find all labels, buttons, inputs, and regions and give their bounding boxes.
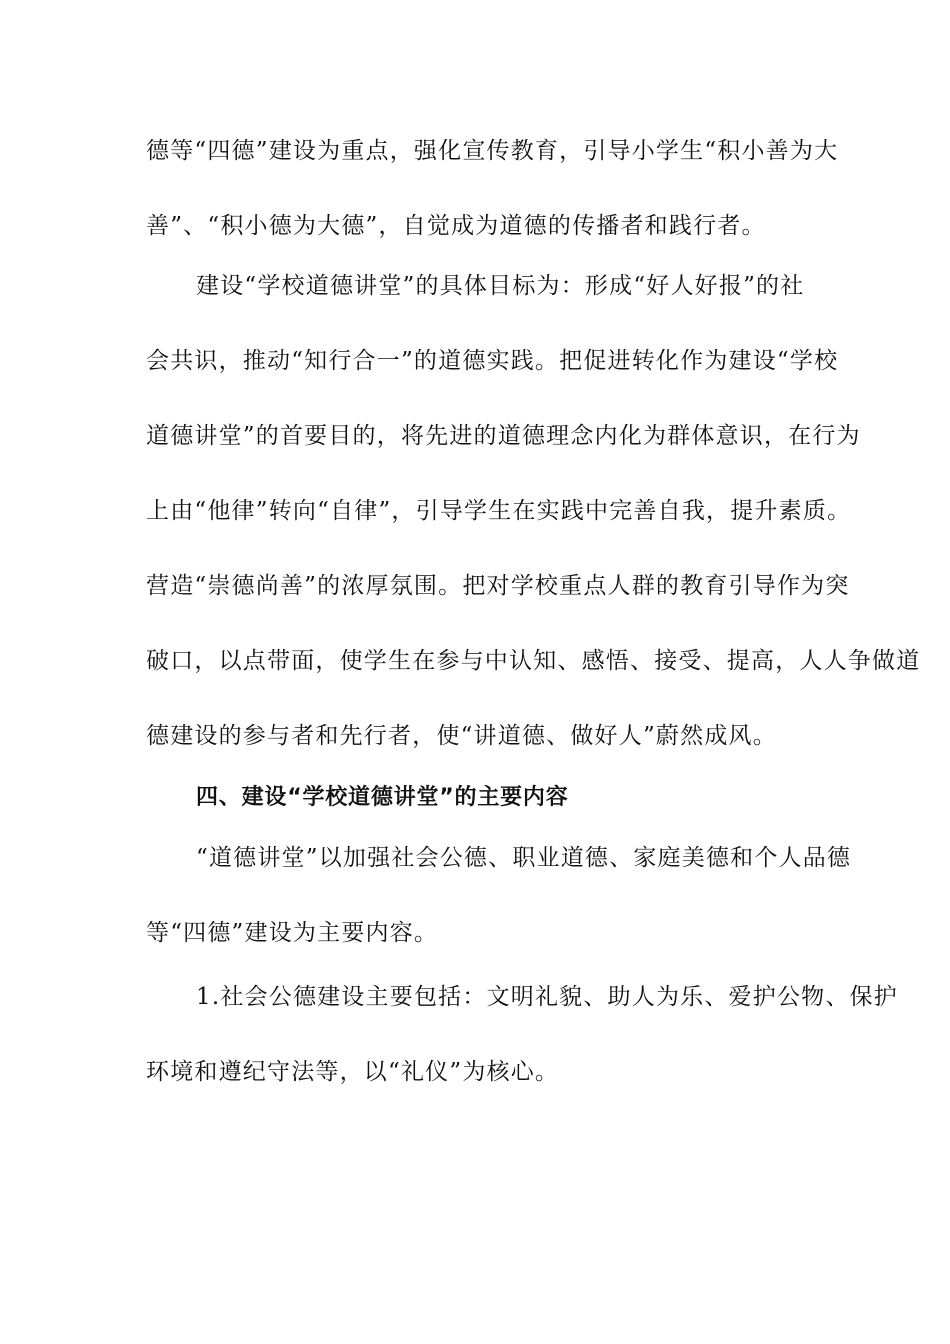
paragraph-line: 上由“他律”转向“自律”，引导学生在实践中完善自我，提升素质。	[146, 498, 852, 524]
paragraph-line: 建设“学校道德讲堂”的具体目标为：形成“好人好报”的社	[196, 273, 805, 299]
paragraph-line: 等“四德”建设为主要内容。	[146, 920, 439, 946]
paragraph-line: 环境和遵纪守法等，以“礼仪”为核心。	[146, 1059, 560, 1085]
paragraph-line: 会共识，推动“知行合一”的道德实践。把促进转化作为建设“学校	[146, 348, 839, 374]
paragraph-line: “道德讲堂”以加强社会公德、职业道德、家庭美德和个人品德	[196, 845, 852, 871]
paragraph-line: 善”、“积小德为大德”，自觉成为道德的传播者和践行者。	[146, 213, 766, 239]
section-heading: 四、建设“学校道德讲堂”的主要内容	[196, 785, 569, 810]
paragraph-line: 德建设的参与者和先行者，使“讲道德、做好人”蔚然成风。	[146, 723, 777, 749]
paragraph-line: 营造“崇德尚善”的浓厚氛围。把对学校重点人群的教育引导作为突	[146, 573, 850, 599]
paragraph-line: 德等“四德”建设为重点，强化宣传教育，引导小学生“积小善为大	[146, 138, 839, 164]
paragraph-line: 破口，以点带面，使学生在参与中认知、感悟、接受、提高，人人争做道	[146, 648, 921, 674]
paragraph-line: 1.社会公德建设主要包括：文明礼貌、助人为乐、爱护公物、保护	[196, 984, 898, 1010]
paragraph-line: 道德讲堂”的首要目的，将先进的道德理念内化为群体意识，在行为	[146, 423, 861, 449]
